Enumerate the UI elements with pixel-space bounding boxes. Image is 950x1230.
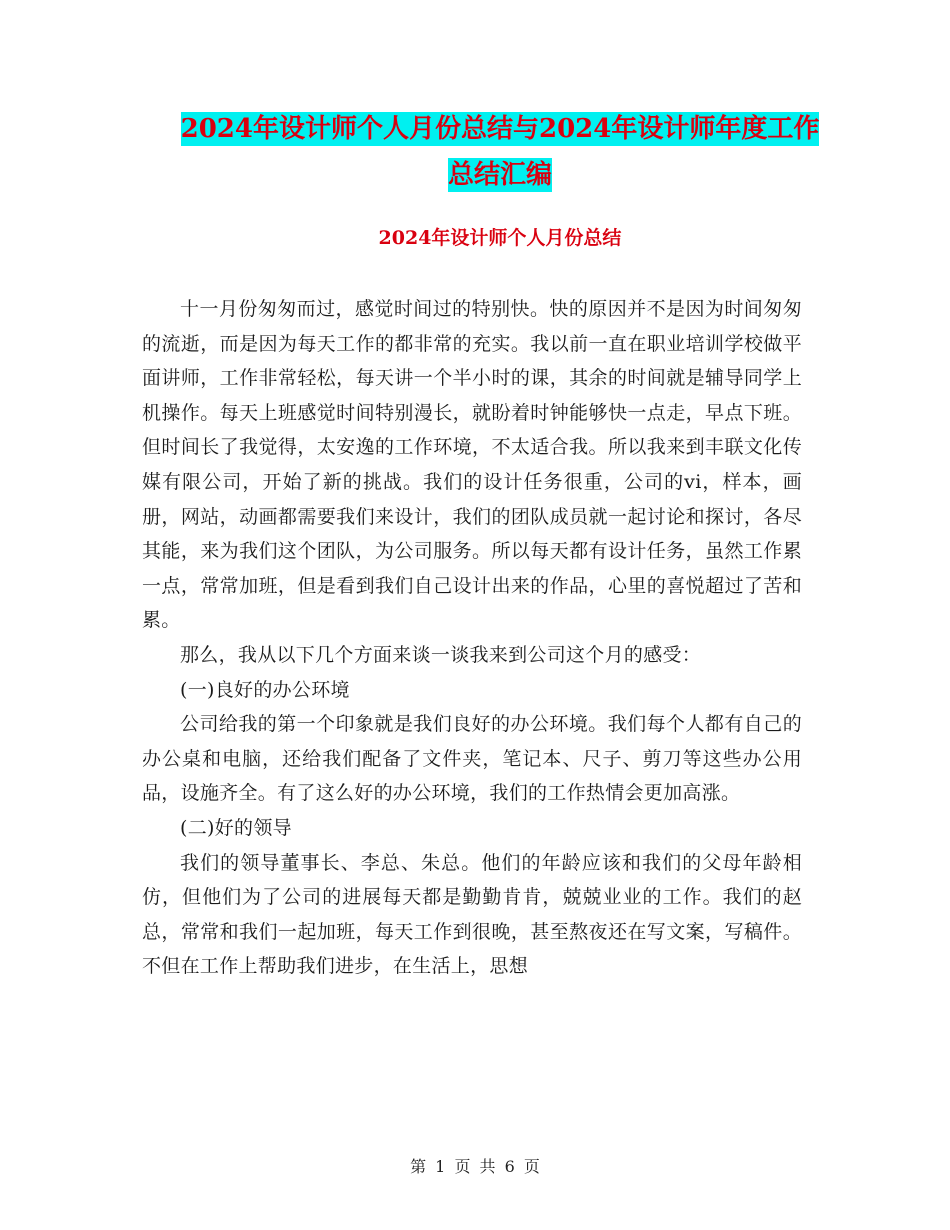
document-title: [140, 106, 860, 198]
heading-good-leadership: (二)好的领导: [180, 816, 292, 839]
paragraph-good-leadership: 我们的领导董事长、李总、朱总。他们的年龄应该和我们的父母年龄相仿，但他们为了公司的进展每天都是勤勤肯肯，兢兢业业的工作。我们的赵总，常常和我们一起加班，每天工作到很晚，甚至熬夜还在写文案，写稿件。不但在工作上帮助我们进步，在生活上，思想: [142, 851, 802, 978]
page-footer: 第 1 页 共 6 页: [410, 1157, 540, 1176]
paragraph-office-environment: 公司给我的第一个印象就是我们良好的办公环境。我们每个人都有自己的办公桌和电脑，还给我们配备了文件夹，笔记本、尺子、剪刀等这些办公用品，设施齐全。有了这么好的办公环境，我们的工作热情会更加高涨。: [142, 713, 802, 805]
title-line-2: 总结汇编: [447, 160, 552, 190]
heading-office-environment: (一)良好的办公环境: [180, 678, 350, 701]
section-title: 2024年设计师个人月份总结: [378, 227, 622, 249]
document-body: [142, 292, 802, 984]
paragraph-intro: 十一月份匆匆而过，感觉时间过的特别快。快的原因并不是因为时间匆匆的流逝，而是因为每天工作的都非常的充实。我以前一直在职业培训学校做平面讲师，工作非常轻松，每天讲一个半小时的课，其余的时间就是辅导同学上机操作。每天上班感觉时间特别漫长，就盼着时钟能够快一点走，早点下班。但时间长了我觉得，太安逸的工作环境，不太适合我。所以我来到丰联文化传媒有限公司，开始了新的挑战。我们的设计任务很重，公司的vi，样本，画册，网站，动画都需要我们来设计，我们的团队成员就一起讨论和探讨，各尽其能，来为我们这个团队，为公司服务。所以每天都有设计任务，虽然工作累一点，常常加班，但是看到我们自己设计出来的作品，心里的喜悦超过了苦和累。: [142, 298, 802, 632]
paragraph-lead-in: 那么，我从以下几个方面来谈一谈我来到公司这个月的感受：: [180, 643, 702, 666]
title-line-1: 2024年设计师个人月份总结与2024年设计师年度工作: [180, 114, 820, 144]
